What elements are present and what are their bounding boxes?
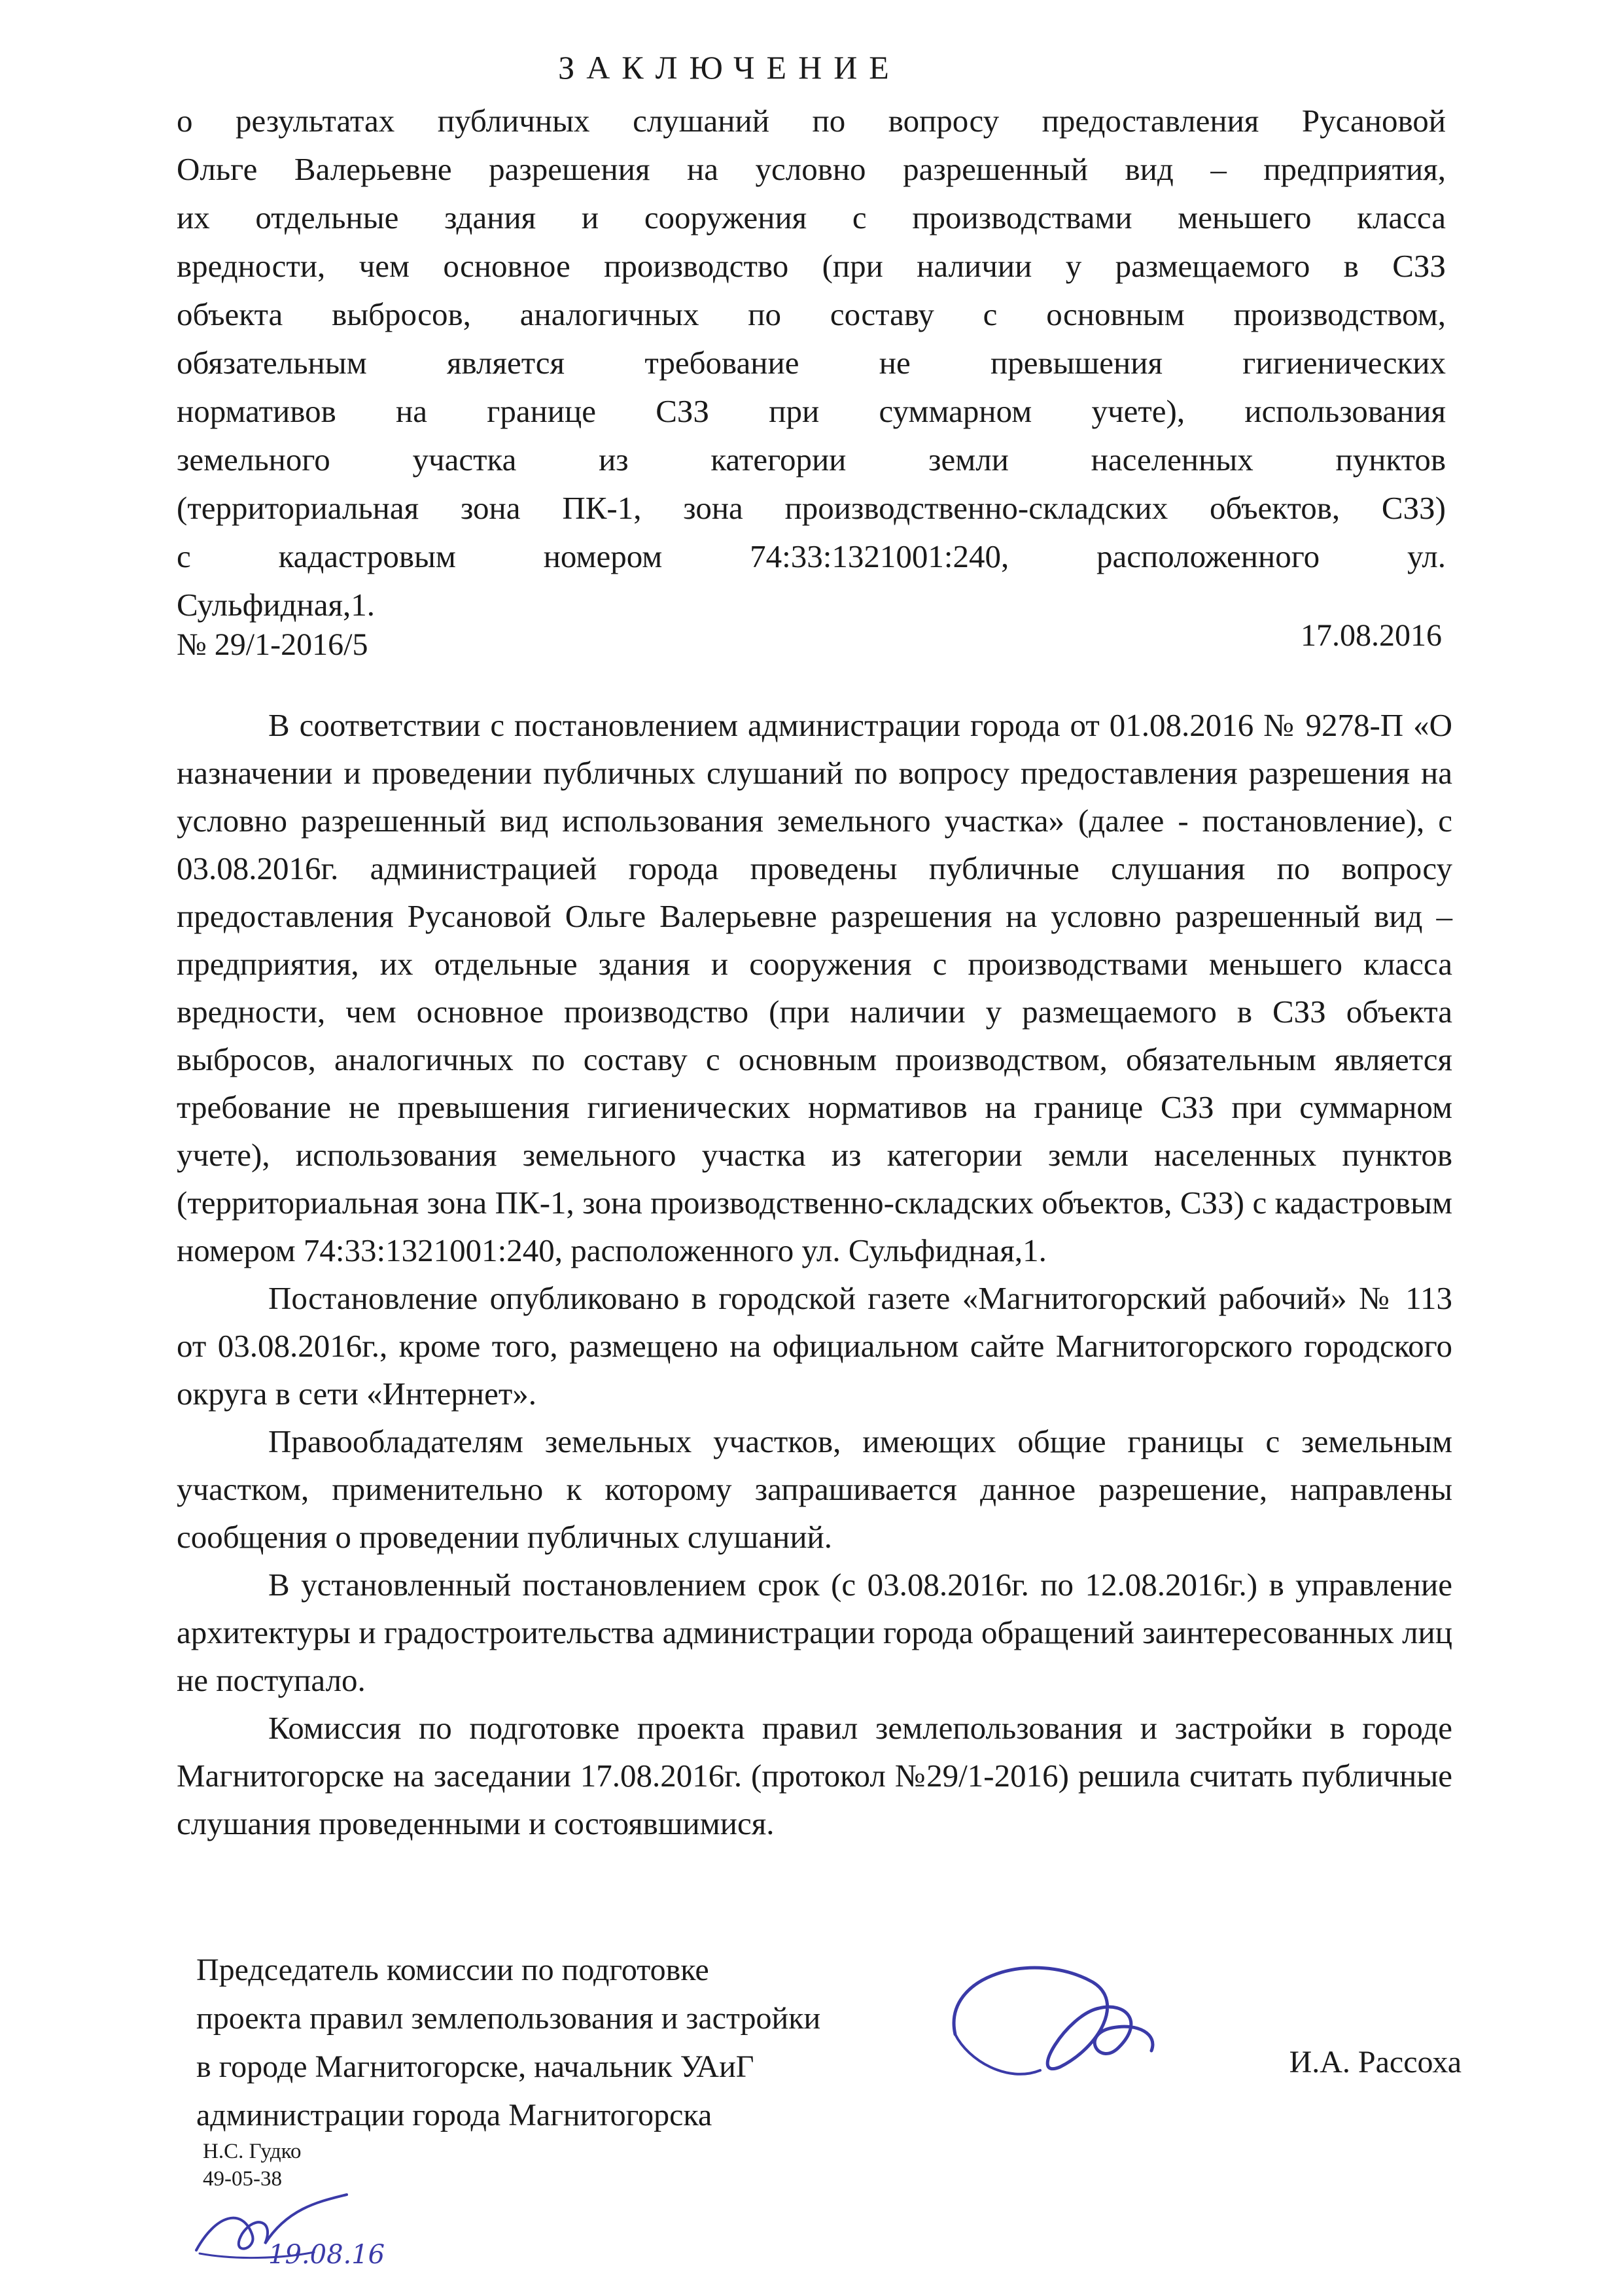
signatory-position	[196, 1946, 981, 2140]
body-paragraph: Правообладателям земельных участков, имеющих общие границы с земельным участком, применительно к которому запрашивается данное разрешение, направлены сообщения о проведении публичных слушаний.	[177, 1423, 1452, 1555]
subject-line: земельного участка из категории земли населенных пунктов	[177, 442, 1446, 478]
executor-signature-date: 19.08.16	[268, 2240, 385, 2270]
signatory-position-line: администрации города Магнитогорска	[196, 2098, 712, 2132]
signatory-name: И.А. Рассоха	[1289, 2045, 1462, 2079]
body-paragraph: В установленный постановлением срок (с 03.08.2016г. по 12.08.2016г.) в управление архитектуры и градостроительства администрации города обращений заинтересованных лиц не поступало.	[177, 1567, 1452, 1698]
subject-line: Ольге Валерьевне разрешения на условно разрешенный вид – предприятия,	[177, 151, 1446, 187]
executor-info	[203, 2138, 301, 2193]
subject-line: их отдельные здания и сооружения с производствами меньшего класса	[177, 200, 1446, 235]
subject-line: вредности, чем основное производство (при наличии у размещаемого в СЗЗ	[177, 248, 1446, 284]
document-subject	[177, 97, 1446, 629]
document-number: № 29/1-2016/5	[177, 627, 368, 662]
subject-line: (территориальная зона ПК-1, зона производственно-складских объектов, СЗЗ)	[177, 490, 1446, 526]
subject-line: нормативов на границе СЗЗ при суммарном учете), использования	[177, 393, 1446, 429]
signatory-position-line: Председатель комиссии по подготовке	[196, 1953, 709, 1987]
executor-name: Н.С. Гудко	[203, 2140, 302, 2163]
executor-phone: 49-05-38	[203, 2167, 282, 2191]
subject-line: объекта выбросов, аналогичных по составу с основным производством,	[177, 296, 1446, 332]
body-paragraph: Постановление опубликовано в городской газете «Магнитогорский рабочий» № 113 от 03.08.2016г., кроме того, размещено на официальном сайте Магнитогорского городского округа в сети «Интернет».	[177, 1280, 1452, 1412]
signatory-position-line: проекта правил землепользования и застройки	[196, 2001, 821, 2036]
subject-line: обязательным является требование не превышения гигиенических	[177, 345, 1446, 381]
signatory-position-line: в городе Магнитогорске, начальник УАиГ	[196, 2049, 754, 2084]
executor-signature	[190, 2188, 399, 2273]
subject-line: Сульфидная,1.	[177, 587, 376, 623]
document-title: ЗАКЛЮЧЕНИЕ	[558, 49, 901, 86]
subject-line: о результатах публичных слушаний по вопросу предоставления Русановой	[177, 103, 1446, 139]
document-body	[177, 701, 1452, 1847]
subject-line: с кадастровым номером 74:33:1321001:240, расположенного ул.	[177, 538, 1446, 574]
document-date: 17.08.2016	[1301, 618, 1442, 653]
body-paragraph: В соответствии с постановлением администрации города от 01.08.2016 № 9278-П «О назначении и проведении публичных слушаний по вопросу предоставления разрешения на условно разрешенный вид использования земельного участка» (далее - постановление), с 03.08.2016г. администрацией города проведены публичные слушания по вопросу предоставления Русановой Ольге Валерьевне разрешения на условно разрешенный вид – предприятия, их отдельные здания и сооружения с производствами меньшего класса вредности, чем основное производство (при наличии у размещаемого в СЗЗ объекта выбросов, аналогичных по составу с основным производством, обязательным является требование не превышения гигиенических нормативов на границе СЗЗ при суммарном учете), использования земельного участка из категории земли населенных пунктов (территориальная зона ПК-1, зона производственно-складских объектов, СЗЗ) с кадастровым номером 74:33:1321001:240, расположенного ул. Сульфидная,1.	[177, 707, 1452, 1268]
body-paragraph: Комиссия по подготовке проекта правил землепользования и застройки в городе Магнитогорске на заседании 17.08.2016г. (протокол №29/1-2016) решила считать публичные слушания проведенными и состоявшимися.	[177, 1710, 1452, 1841]
handwritten-signature	[929, 1936, 1204, 2093]
